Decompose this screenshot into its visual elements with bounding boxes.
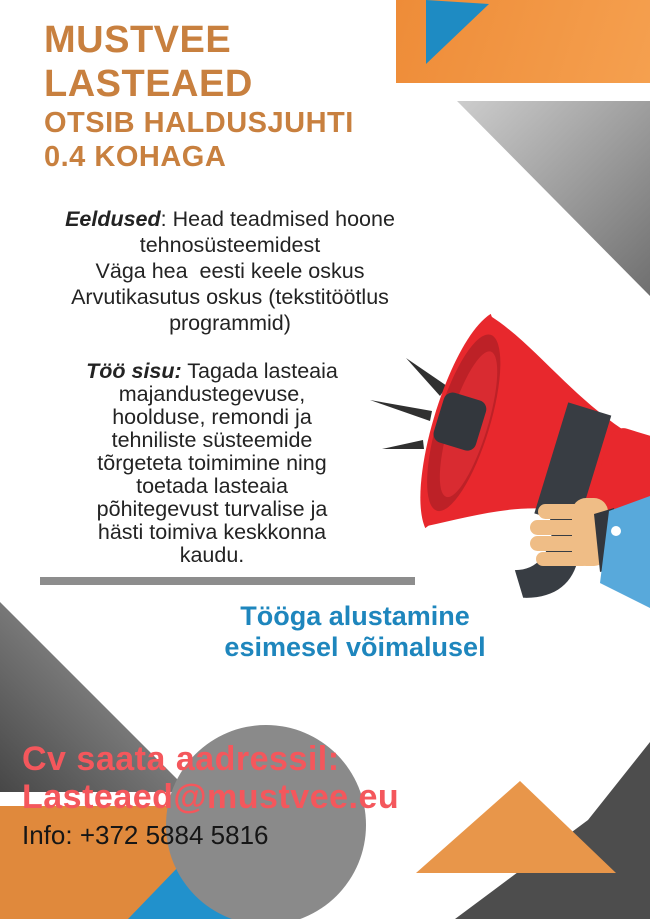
requirements-line: programmid) xyxy=(169,311,291,335)
title-line-2: LASTEAED xyxy=(44,63,253,105)
sleeve-button xyxy=(611,526,621,536)
subtitle-line-2: 0.4 KOHAGA xyxy=(44,141,227,173)
job-line: hoolduse, remondi ja xyxy=(112,405,312,429)
poster-header xyxy=(44,18,354,174)
job-line: tõrgeteta toimimine ning xyxy=(97,451,327,475)
contact-email: Lasteaed@mustvee.eu xyxy=(22,778,400,816)
requirements-line xyxy=(5,206,455,232)
cv-address-label: Cv saata aadressil: xyxy=(22,740,340,778)
job-text: Tagada lasteaia xyxy=(181,359,338,383)
job-line: toetada lasteaia xyxy=(136,474,288,498)
requirements-line: Väga hea eesti keele oskus xyxy=(95,259,365,283)
start-line-2: esimesel võimalusel xyxy=(224,632,486,662)
job-line xyxy=(10,360,414,383)
job-lead: Töö sisu: xyxy=(86,359,182,383)
job-line: majandustegevuse, xyxy=(118,382,306,406)
subtitle-line-1: OTSIB HALDUSJUHTI xyxy=(44,107,354,139)
title-line-1: MUSTVEE xyxy=(44,19,232,61)
gray-triangle-top-right xyxy=(457,101,650,296)
contact-phone: Info: +372 5884 5816 xyxy=(22,820,269,850)
job-line: põhitegevust turvalise ja xyxy=(96,497,328,521)
job-line: tehniliste süsteemide xyxy=(111,428,313,452)
job-line: hästi toimiva keskkonna xyxy=(97,520,327,544)
requirements-text: : Head teadmised hoone xyxy=(160,207,395,231)
requirements-block xyxy=(5,206,455,336)
start-line-1: Tööga alustamine xyxy=(240,601,470,631)
requirements-line: tehnosüsteemidest xyxy=(139,233,321,257)
job-line: kaudu. xyxy=(179,543,245,567)
start-note xyxy=(180,601,530,663)
requirements-line: Arvutikasutus oskus (tekstitöötlus xyxy=(71,285,389,309)
divider-bar xyxy=(40,577,415,585)
requirements-lead: Eeldused xyxy=(65,207,161,231)
job-description-block xyxy=(10,360,414,567)
contact-block xyxy=(22,740,399,851)
